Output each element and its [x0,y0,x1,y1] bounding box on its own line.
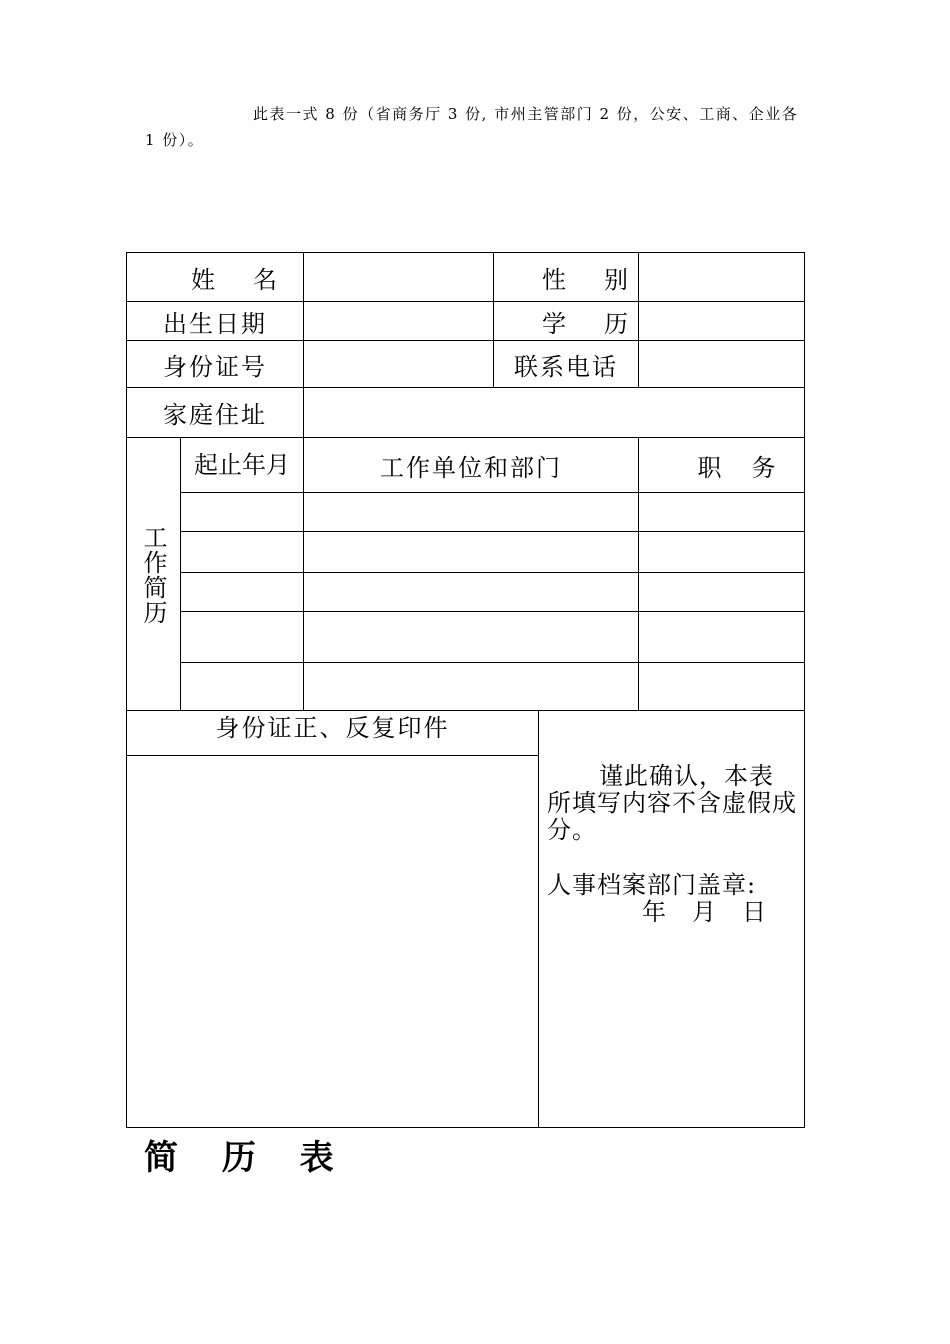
name-field[interactable] [304,253,493,301]
declaration-block [547,763,797,926]
address-label: 家庭住址 [163,401,267,429]
name-label: 姓名 [191,265,315,294]
rule-work-5 [180,662,804,663]
gender-label: 性别 [542,265,666,294]
rule-work-3 [180,572,804,573]
employer-header: 工作单位和部门 [380,453,562,482]
id-copy-area[interactable] [127,756,538,1128]
rule-col-bottom [538,710,539,1128]
copies-note: 此表一式 8 份（省商务厅 3 份, 市州主管部门 2 份，公安、工商、企业各 1 份）。 [145,105,799,149]
birth-date-label: 出生日期 [163,309,267,338]
education-field[interactable] [639,302,804,340]
period-header: 起止年月 [194,451,290,479]
page-title: 简 历 表 [144,1138,350,1178]
id-copy-label: 身份证正、反复印件 [215,713,450,742]
phone-label: 联系电话 [514,352,618,381]
education-label: 学历 [542,309,666,338]
id-number-label: 身份证号 [163,352,267,381]
date-label: 年 月 日 [642,898,767,926]
rule-work-1 [180,492,804,493]
declaration-text: 谨此确认，本表所填写内容不含虚假成分。 [547,762,797,844]
resume-form [126,252,805,1128]
rule-work-4 [180,611,804,612]
phone-field[interactable] [639,341,804,387]
birth-date-field[interactable] [304,302,493,340]
address-field[interactable] [304,388,804,437]
id-number-field[interactable] [304,341,493,387]
work-history-label: 工作简历 [139,524,167,625]
position-header: 职务 [697,453,806,482]
stamp-label: 人事档案部门盖章: [547,871,757,899]
rule-work-2 [180,531,804,532]
gender-field[interactable] [639,253,804,301]
